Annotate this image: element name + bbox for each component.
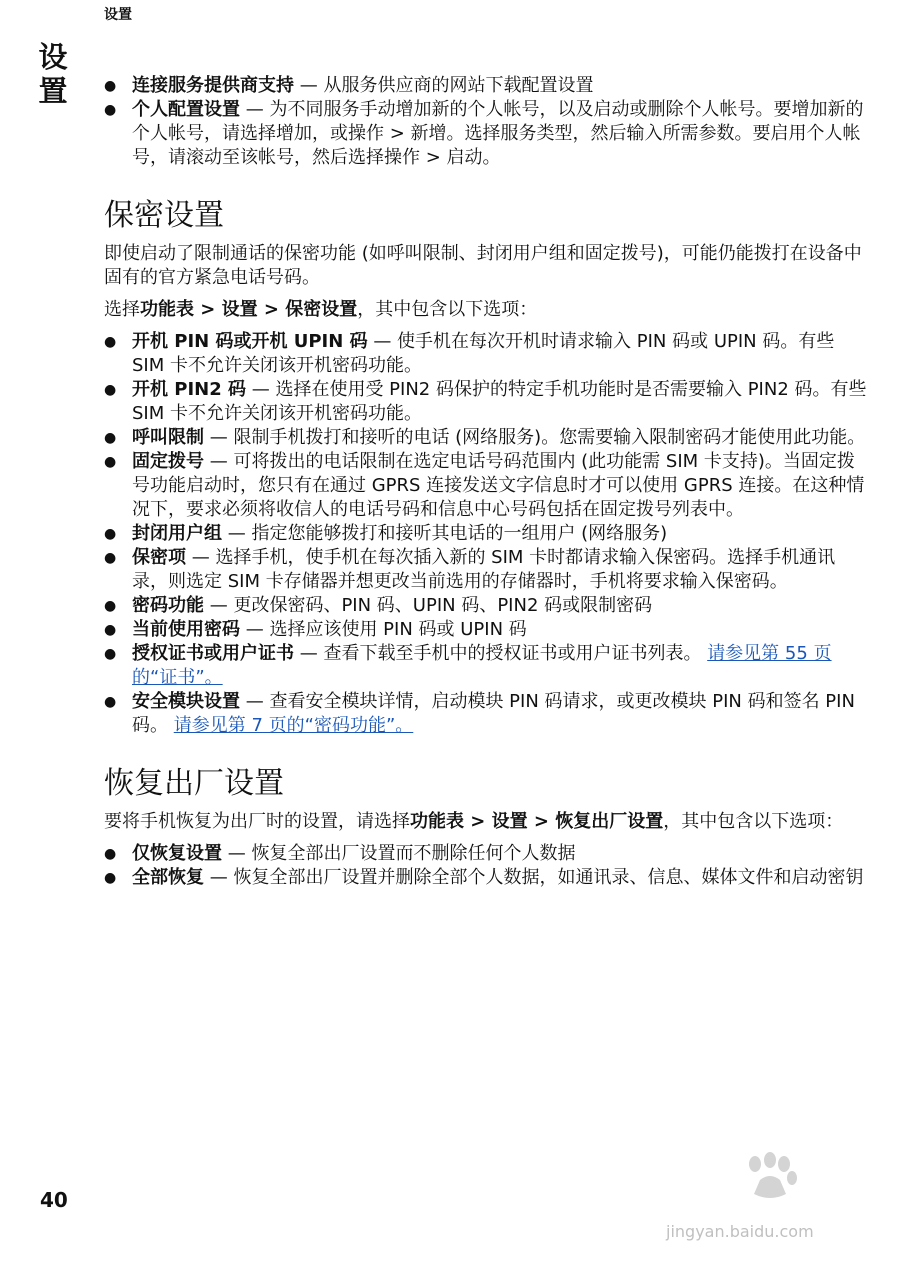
path-menu: 功能表 > 设置 > 保密设置: [140, 299, 358, 320]
item-desc: — 使手机在每次开机时请求输入 PIN 码或 UPIN 码。有些 SIM 卡不允许关闭该开机密码功能。: [132, 331, 835, 376]
cross-reference-link[interactable]: 请参见第 7 页的“密码功能”。: [173, 715, 414, 736]
item-desc: — 选择应该使用 PIN 码或 UPIN 码: [240, 619, 527, 640]
page-content: [104, 74, 868, 890]
item-term: 全部恢复: [132, 867, 204, 888]
security-list: [104, 330, 868, 738]
list-item: [104, 690, 868, 738]
item-term: 固定拨号: [132, 451, 204, 472]
item-term: 连接服务提供商支持: [132, 75, 294, 96]
list-item: [104, 866, 868, 890]
list-item: [104, 546, 868, 594]
list-item: [104, 842, 868, 866]
factory-heading: 恢复出厂设置: [104, 766, 284, 801]
page-number: 40: [40, 1188, 68, 1212]
list-item: [104, 618, 868, 642]
item-desc: — 选择在使用受 PIN2 码保护的特定手机功能时是否需要输入 PIN2 码。有些 SIM 卡不允许关闭该开机密码功能。: [132, 379, 867, 424]
factory-list: [104, 842, 868, 890]
item-desc: — 为不同服务手动增加新的个人帐号，以及启动或删除个人帐号。要增加新的个人帐号，请选择增加，或操作 > 新增。选择服务类型，然后输入所需参数。要启用个人帐号，请滚动至该帐号，然后选择操作 > 启动。: [132, 99, 864, 168]
side-tab: [36, 40, 70, 108]
list-item: [104, 330, 868, 378]
list-item: [104, 98, 868, 170]
item-desc: — 从服务供应商的网站下载配置设置: [294, 75, 594, 96]
baidu-watermark: [660, 1140, 880, 1250]
item-desc: — 可将拨出的电话限制在选定电话号码范围内 (此功能需 SIM 卡支持)。当固定拨号功能启动时，您只有在通过 GPRS 连接发送文字信息时才可以使用 GPRS 连接。在这种情况下，要求必须将收信人的电话号码和信息中心号码包括在固定拨号列表中。: [132, 451, 865, 520]
list-item: [104, 378, 868, 426]
item-term: 密码功能: [132, 595, 204, 616]
path-prefix: 选择: [104, 299, 140, 320]
item-desc: — 更改保密码、PIN 码、UPIN 码、PIN2 码或限制密码: [204, 595, 653, 616]
item-term: 开机 PIN2 码: [132, 379, 247, 400]
item-term: 仅恢复设置: [132, 843, 222, 864]
item-desc: — 恢复全部出厂设置并删除全部个人数据，如通讯录、信息、媒体文件和启动密钥: [204, 867, 864, 888]
list-item: [104, 522, 868, 546]
item-desc: — 查看安全模块详情，启动模块 PIN 码请求，或更改模块 PIN 码和签名 PIN 码。: [132, 691, 855, 736]
security-path: [104, 298, 868, 322]
list-item: [104, 450, 868, 522]
watermark-url: jingyan.baidu.com: [666, 1222, 814, 1241]
item-term: 个人配置设置: [132, 99, 240, 120]
list-item: [104, 642, 868, 690]
list-item: [104, 426, 868, 450]
item-term: 呼叫限制: [132, 427, 204, 448]
running-header: 设置: [104, 7, 132, 23]
item-term: 安全模块设置: [132, 691, 240, 712]
side-tab-char: 置: [38, 74, 68, 108]
intro-suffix: ，其中包含以下选项：: [663, 811, 844, 832]
cross-reference-link[interactable]: 请参见第 55 页的“证书”。: [132, 643, 832, 688]
intro-list: [104, 74, 868, 170]
path-suffix: ，其中包含以下选项：: [357, 299, 538, 320]
intro-prefix: 要将手机恢复为出厂时的设置，请选择: [104, 811, 410, 832]
security-intro: 即使启动了限制通话的保密功能 (如呼叫限制、封闭用户组和固定拨号)，可能仍能拨打在设备中固有的官方紧急电话号码。: [104, 243, 862, 288]
security-heading: 保密设置: [104, 198, 224, 233]
list-item: [104, 74, 868, 98]
item-term: 当前使用密码: [132, 619, 240, 640]
item-term: 保密项: [132, 547, 186, 568]
item-desc: — 选择手机，使手机在每次插入新的 SIM 卡时都请求输入保密码。选择手机通讯录，则选定 SIM 卡存储器并想更改当前选用的存储器时，手机将要求输入保密码。: [132, 547, 836, 592]
item-term: 封闭用户组: [132, 523, 222, 544]
factory-intro: [104, 810, 868, 834]
intro-menu: 功能表 > 设置 > 恢复出厂设置: [410, 811, 664, 832]
side-tab-char: 设: [38, 40, 68, 74]
item-desc: — 查看下载至手机中的授权证书或用户证书列表。: [294, 643, 702, 664]
item-desc: — 恢复全部出厂设置而不删除任何个人数据: [222, 843, 576, 864]
baidu-paw-logo-icon: [660, 1150, 880, 1220]
list-item: [104, 594, 868, 618]
item-term: 开机 PIN 码或开机 UPIN 码: [132, 331, 368, 352]
item-desc: — 指定您能够拨打和接听其电话的一组用户 (网络服务): [222, 523, 668, 544]
item-desc: — 限制手机拨打和接听的电话 (网络服务)。您需要输入限制密码才能使用此功能。: [204, 427, 866, 448]
item-term: 授权证书或用户证书: [132, 643, 294, 664]
